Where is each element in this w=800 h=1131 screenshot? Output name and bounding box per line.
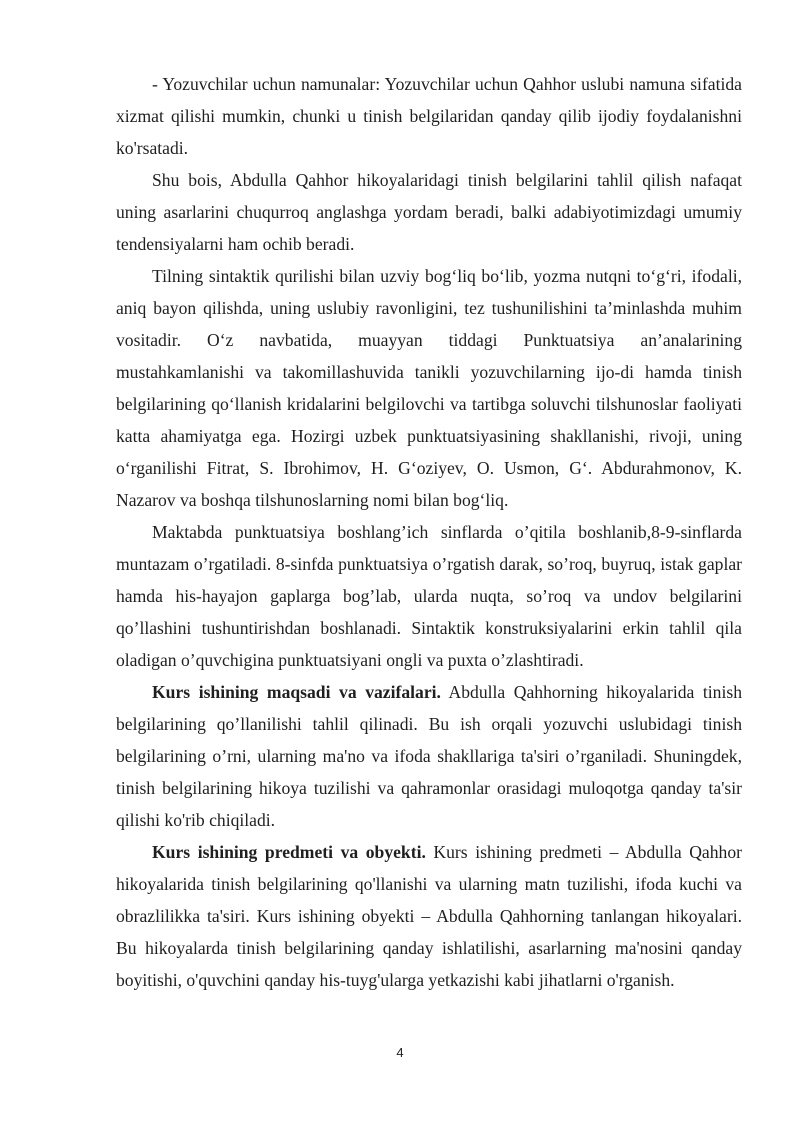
paragraph-course-goals: Kurs ishining maqsadi va vazifalari. Abdulla Qahhorning hikoyalarida tinish belgilarining qo’llanilishi tahlil qilinadi. Bu ish orqali yozuvchi uslubidagi tinish belgilarining o’rni, ularning ma'no va ifoda shakllariga ta'siri o’rganiladi. Shuningdek, tinish belgilarining hikoya tuzilishi va qahramonlar orasidagi muloqotga qanday ta'sir qilishi ko'rib chiqiladi. bbox=[116, 682, 742, 830]
page-number: 4 bbox=[396, 1045, 404, 1060]
paragraph-writers-examples: - Yozuvchilar uchun namunalar: Yozuvchilar uchun Qahhor uslubi namuna sifatida xizmat qilishi mumkin, chunki u tinish belgilaridan qanday qilib ijodiy foydalanishni ko'rsatadi. bbox=[116, 74, 742, 158]
paragraph-analysis-significance: Shu bois, Abdulla Qahhor hikoyalaridagi tinish belgilarini tahlil qilish nafaqat uning asarlarini chuqurroq anglashga yordam beradi, balki adabiyotimizdagi umumiy tendensiyalarni ham ochib beradi. bbox=[116, 170, 742, 254]
paragraph-punctuation-history: Tilning sintaktik qurilishi bilan uzviy bog‘liq bo‘lib, yozma nutqni to‘g‘ri, ifodali, aniq bayon qilishda, uning uslubiy ravonligini, tez tushunilishini ta’minlashda muhim vositadir. O‘z navbatida, muayyan tiddagi Punktuatsiya an’analarining mustahkamlanishi va takomillashuvida tanikli yozuvchilarning ijo-di hamda tinish belgilarining qo‘llanish kridalarini belgilovchi va tartibga soluvchi tilshunoslar faoliyati katta ahamiyatga ega. Hozirgi uzbek punktuatsiyasining shakllanishi, rivoji, uning o‘rganilishi Fitrat, S. Ibrohimov, H. G‘oziyev, O. Usmon, G‘. Abdurahmonov, K. Nazarov va boshqa tilshunoslarning nomi bilan bog‘liq. bbox=[116, 266, 742, 510]
paragraph-course-subject-object: Kurs ishining predmeti va obyekti. Kurs ishining predmeti – Abdulla Qahhor hikoyalarida tinish belgilarining qo'llanishi va ularning matn tuzilishi, ifoda kuchi va obrazlilikka ta'siri. Kurs ishining obyekti – Abdulla Qahhorning tanlangan hikoyalari. Bu hikoyalarda tinish belgilarining qanday ishlatilishi, asarlarning ma'nosini qanday boyitishi, o'quvchini qanday his-tuyg'ularga yetkazishi kabi jihatlarni o'rganish. bbox=[116, 842, 742, 990]
section-heading-goals: Kurs ishining maqsadi va vazifalari. bbox=[152, 682, 441, 702]
paragraph-school-punctuation: Maktabda punktuatsiya boshlang’ich sinflarda o’qitila boshlanib,8-9-sinflarda muntazam o’rgatiladi. 8-sinfda punktuatsiya o’rgatish darak, so’roq, buyruq, istak gaplar hamda his-hayajon gaplarga bog’lab, ularda nuqta, so’roq va undov belgilarini qo’llashini tushuntirishdan boshlanadi. Sintaktik konstruksiyalarini erkin tahlil qila oladigan o’quvchigina punktuatsiyani ongli va puxta o’zlashtiradi. bbox=[116, 522, 742, 670]
document-body bbox=[116, 68, 742, 996]
section-heading-subject: Kurs ishining predmeti va obyekti. bbox=[152, 842, 426, 862]
